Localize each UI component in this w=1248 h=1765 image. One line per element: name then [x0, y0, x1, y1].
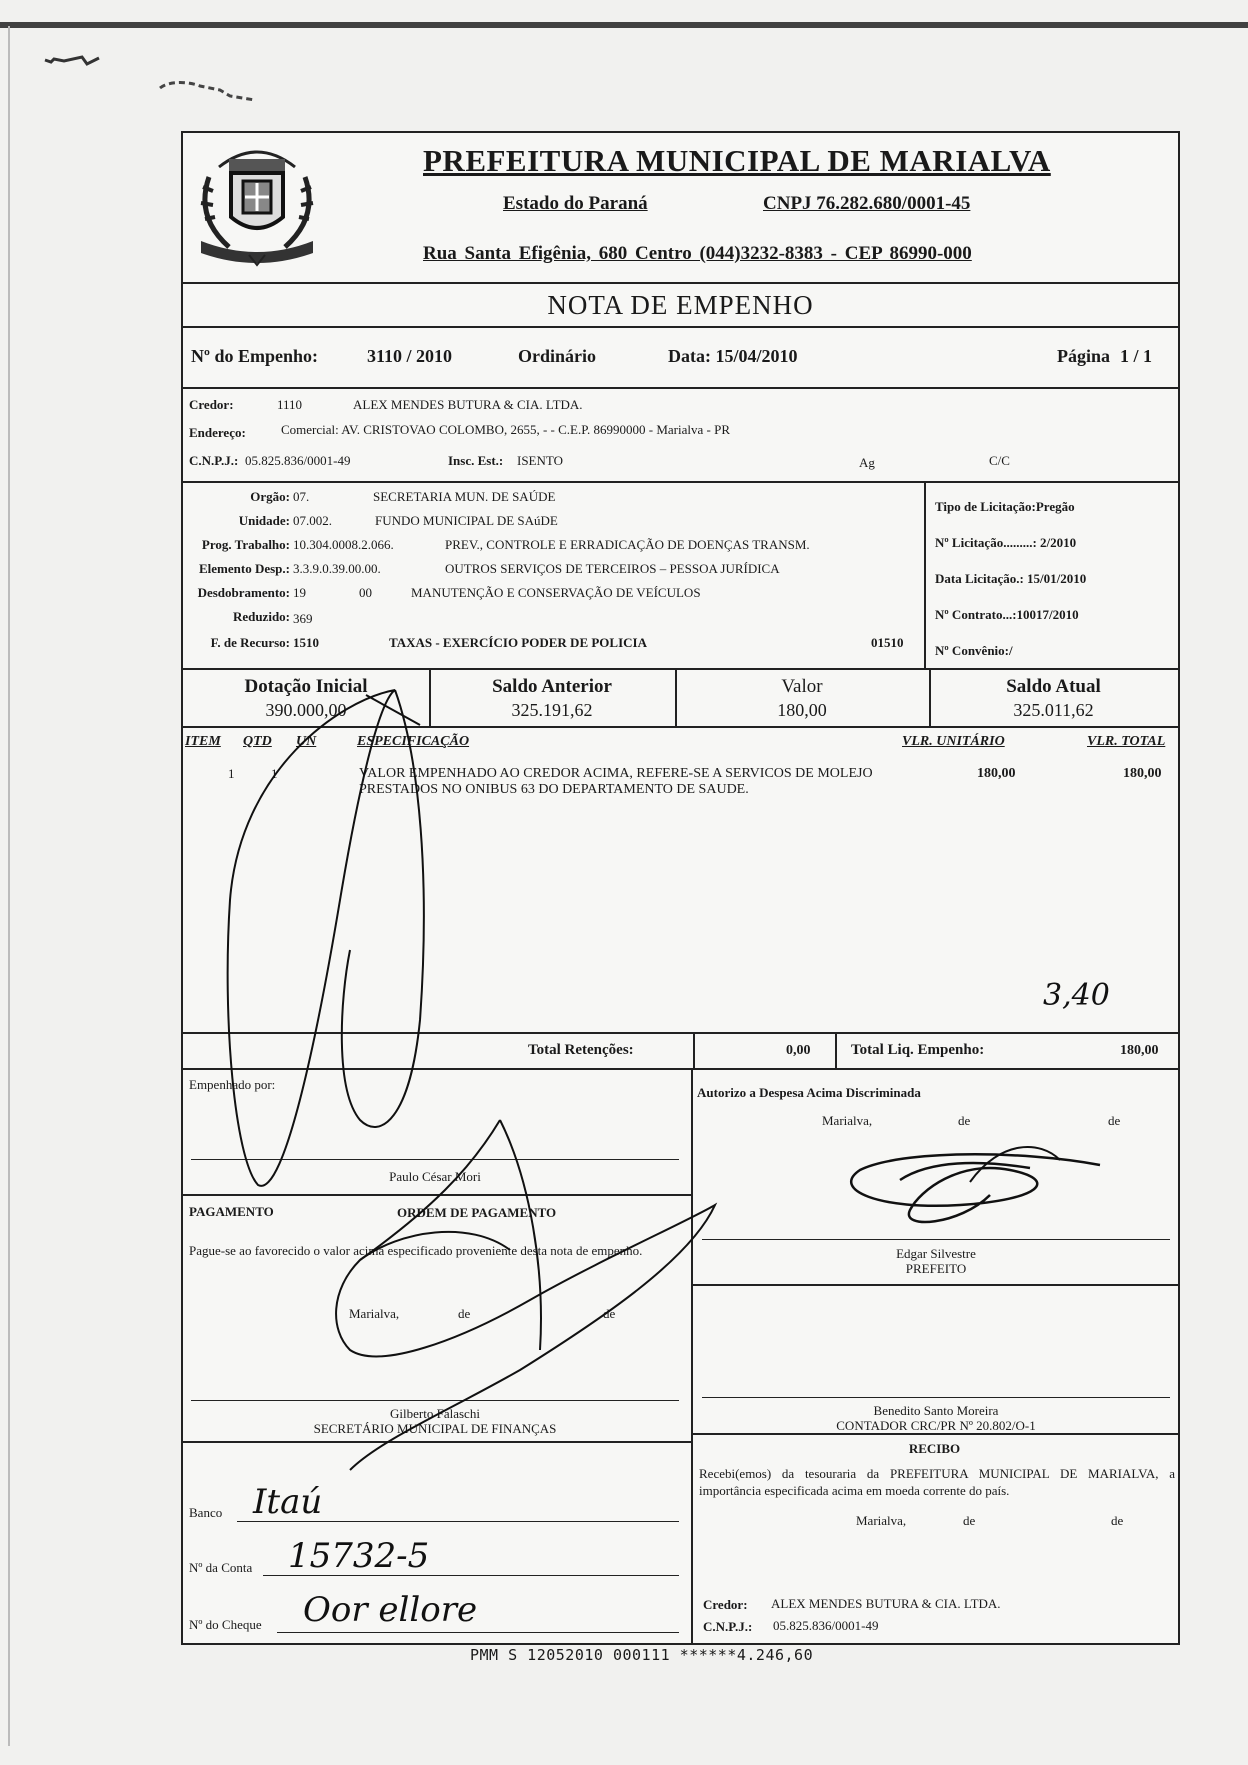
- recibo-de-1: de: [963, 1513, 976, 1528]
- empenho-date: Data: 15/04/2010: [668, 346, 798, 366]
- col-vlr-total: VLR. TOTAL: [1087, 734, 1166, 749]
- desdobramento-b: 00: [359, 585, 372, 600]
- items-block: [183, 728, 1178, 1034]
- pagamento-text: Pague-se ao favorecido o valor acima especificado proveniente desta nota de empenho.: [189, 1243, 643, 1258]
- cnpj-value: 05.825.836/0001-49: [245, 453, 351, 468]
- autorizo-de-2: de: [1108, 1113, 1121, 1128]
- recibo-text: Recebi(emos) da tesouraria da PREFEITURA MUNICIPAL DE MARIALVA, a importância especificada acima em moeda corrente do país.: [699, 1466, 1175, 1498]
- insc-value: ISENTO: [517, 453, 563, 468]
- conta-label: Nº da Conta: [189, 1560, 253, 1575]
- recibo-cnpj-label: C.N.P.J.:: [703, 1619, 753, 1634]
- credor-label: Credor:: [189, 397, 234, 412]
- pagamento-de-2: de: [603, 1306, 616, 1321]
- cnpj-header: CNPJ 76.282.680/0001-45: [763, 193, 971, 214]
- empenhado-name: Paulo César Mori: [389, 1169, 481, 1184]
- valor-label: Valor: [781, 676, 823, 697]
- prog-trabalho-label: Prog. Trabalho:: [201, 537, 290, 552]
- item-description: VALOR EMPENHADO AO CREDOR ACIMA, REFERE-SE A SERVICOS DE MOLEJO PRESTADOS NO ONIBUS 63 DO DEPARTAMENTO DE SAUDE.: [359, 766, 873, 797]
- col-qtd: QTD: [243, 734, 272, 749]
- pagamento-de-1: de: [458, 1306, 471, 1321]
- handwritten-note: 3,40: [1043, 978, 1110, 1013]
- totals-block: [183, 1034, 1178, 1070]
- address-line: Rua Santa Efigênia, 680 Centro (044)3232-8383 - CEP 86990-000: [423, 243, 972, 264]
- scan-smudge: [40, 48, 300, 118]
- secretario-role: SECRETÁRIO MUNICIPAL DE FINANÇAS: [313, 1421, 557, 1436]
- item-vlr-unitario: 180,00: [977, 766, 1016, 781]
- desdobramento-name: MANUTENÇÃO E CONSERVAÇÃO DE VEÍCULOS: [411, 585, 701, 600]
- credor-code: 1110: [277, 397, 303, 412]
- conta-corrente-label: C/C: [989, 453, 1010, 468]
- saldo-anterior-value: 325.191,62: [511, 700, 593, 720]
- total-retencoes-label: Total Retenções:: [528, 1042, 634, 1058]
- valor-value: 180,00: [777, 700, 827, 720]
- saldo-atual-value: 325.011,62: [1013, 700, 1094, 720]
- secretario-name: Gilberto Falaschi: [390, 1406, 480, 1421]
- recibo-credor: ALEX MENDES BUTURA & CIA. LTDA.: [771, 1596, 1001, 1611]
- item-vlr-total: 180,00: [1123, 766, 1162, 781]
- footer-authentication-code: PMM S 12052010 000111 ******4.246,60: [470, 1646, 814, 1664]
- credor-block: [183, 389, 1178, 483]
- saldo-atual-cell: [929, 670, 1178, 726]
- contador-signature-block: [702, 1403, 1170, 1433]
- numero-licitacao: Nº Licitação.........: 2/2010: [935, 535, 1077, 550]
- total-retencoes-value: 0,00: [786, 1043, 811, 1058]
- empenho-number: 3110 / 2010: [367, 346, 453, 366]
- empenhado-label: Empenhado por:: [189, 1077, 276, 1092]
- scan-edge: [0, 22, 1248, 28]
- desdobramento-label: Desdobramento:: [197, 585, 290, 600]
- autorizo-label: Autorizo a Despesa Acima Discriminada: [697, 1085, 921, 1100]
- fonte-recurso-code: 1510: [293, 635, 319, 650]
- total-liquido-label: Total Liq. Empenho:: [851, 1042, 985, 1058]
- recibo-place: Marialva,: [856, 1513, 907, 1528]
- endereco-value: Comercial: AV. CRISTOVAO COLOMBO, 2655, - - C.E.P. 86990000 - Marialva - PR: [281, 422, 730, 437]
- prefeito-role: PREFEITO: [905, 1261, 967, 1276]
- valor-cell: [675, 670, 929, 726]
- saldo-atual-label: Saldo Atual: [1006, 676, 1101, 697]
- header: [183, 133, 1178, 284]
- cheque-label: Nº do Cheque: [189, 1617, 262, 1632]
- col-vlr-unitario: VLR. UNITÁRIO: [902, 734, 1005, 749]
- nota-de-empenho-form: [181, 131, 1180, 1645]
- prefeito-signature-block: [702, 1246, 1170, 1276]
- autorizo-place: Marialva,: [822, 1113, 873, 1128]
- page-number: 1 / 1: [1120, 346, 1153, 366]
- page-label: Página: [1057, 346, 1111, 366]
- pagamento-place: Marialva,: [349, 1306, 400, 1321]
- fonte-recurso-name: TAXAS - EXERCÍCIO PODER DE POLICIA: [389, 635, 647, 650]
- recibo-title: RECIBO: [908, 1441, 961, 1456]
- unidade-name: FUNDO MUNICIPAL DE SAúDE: [375, 513, 558, 528]
- fonte-recurso-number: 01510: [871, 635, 904, 650]
- unidade-code: 07.002.: [293, 513, 332, 528]
- banco-handwritten: Itaú: [253, 1482, 323, 1522]
- saldo-anterior-cell: [429, 670, 675, 726]
- saldos-block: [183, 670, 1178, 728]
- col-item: ITEM: [185, 734, 221, 749]
- numero-convenio: Nº Convênio:/: [935, 643, 1013, 658]
- col-un: UN: [296, 734, 317, 749]
- endereco-label: Endereço:: [189, 425, 246, 440]
- prog-trabalho-name: PREV., CONTROLE E ERRADICAÇÃO DE DOENÇAS TRANSM.: [445, 537, 810, 552]
- item-qtd: 1: [271, 766, 278, 781]
- scan-edge-left: [8, 26, 10, 1746]
- dotacao-value: 390.000,00: [265, 700, 347, 720]
- elemento-desp-name: OUTROS SERVIÇOS DE TERCEIROS – PESSOA JURÍDICA: [445, 561, 780, 576]
- dotacao-cell: [183, 670, 429, 726]
- unidade-label: Unidade:: [238, 513, 290, 528]
- cnpj-label: C.N.P.J.:: [189, 453, 239, 468]
- estado-label: Estado do Paraná: [503, 193, 648, 214]
- conta-handwritten: 15732-5: [288, 1536, 430, 1576]
- doc-title: NOTA DE EMPENHO: [183, 284, 1178, 328]
- credor-name: ALEX MENDES BUTURA & CIA. LTDA.: [353, 397, 583, 412]
- numero-contrato: Nº Contrato...:10017/2010: [935, 607, 1079, 622]
- reduzido-value: 369: [293, 611, 313, 626]
- saldo-anterior-label: Saldo Anterior: [492, 676, 612, 697]
- dotacao-label: Dotação Inicial: [244, 676, 368, 697]
- municipal-crest-icon: [189, 137, 325, 267]
- desdobramento-a: 19: [293, 585, 306, 600]
- banco-label: Banco: [189, 1505, 223, 1520]
- elemento-desp-label: Elemento Desp.:: [199, 561, 290, 576]
- orcamento-block: [183, 483, 1178, 670]
- recibo-de-2: de: [1111, 1513, 1124, 1528]
- orgao-code: 07.: [293, 489, 310, 504]
- orgao-label: Orgão:: [250, 489, 290, 504]
- recibo-cnpj: 05.825.836/0001-49: [773, 1618, 879, 1633]
- agencia-label: Ag: [859, 455, 875, 470]
- autorizo-de-1: de: [958, 1113, 971, 1128]
- ordem-pagamento-label: ORDEM DE PAGAMENTO: [397, 1205, 557, 1220]
- prefeitura-title: PREFEITURA MUNICIPAL DE MARIALVA: [423, 143, 1051, 178]
- lower-section: [183, 1070, 1178, 1643]
- tipo-licitacao: Tipo de Licitação:Pregão: [935, 499, 1075, 514]
- secretario-signature-block: [191, 1406, 679, 1436]
- empenho-label: Nº do Empenho:: [191, 346, 318, 366]
- contador-name: Benedito Santo Moreira: [873, 1403, 999, 1418]
- fonte-recurso-label: F. de Recurso:: [210, 635, 290, 650]
- cheque-handwritten: Oor ellore: [303, 1590, 478, 1630]
- orgao-name: SECRETARIA MUN. DE SAÚDE: [373, 489, 556, 504]
- prog-trabalho-code: 10.304.0008.2.066.: [293, 537, 394, 552]
- total-liquido-value: 180,00: [1120, 1043, 1159, 1058]
- elemento-desp-code: 3.3.9.0.39.00.00.: [293, 561, 381, 576]
- data-licitacao: Data Licitação.: 15/01/2010: [935, 571, 1087, 586]
- empenho-info: [183, 328, 1178, 389]
- item-number: 1: [228, 766, 235, 781]
- recibo-credor-label: Credor:: [703, 1597, 748, 1612]
- contador-role: CONTADOR CRC/PR Nº 20.802/O-1: [836, 1418, 1036, 1433]
- pagamento-label: PAGAMENTO: [189, 1204, 274, 1219]
- prefeito-name: Edgar Silvestre: [896, 1246, 976, 1261]
- insc-label: Insc. Est.:: [448, 453, 504, 468]
- empenho-type: Ordinário: [518, 346, 597, 366]
- reduzido-label: Reduzido:: [232, 609, 290, 624]
- col-especificacao: ESPECIFICAÇÃO: [357, 734, 470, 749]
